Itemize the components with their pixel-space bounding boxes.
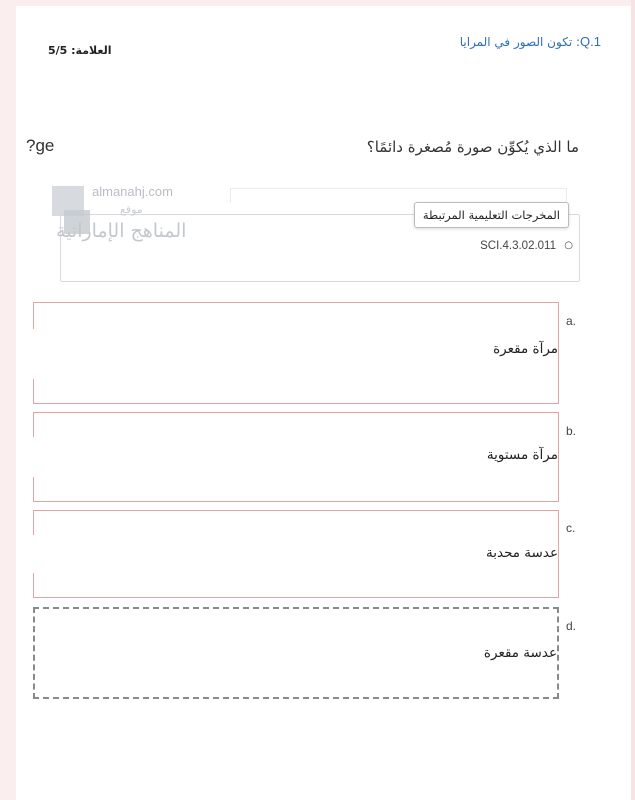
answer-option-text: مرآة مقعرة [493,341,558,357]
option-gap [33,535,36,573]
answer-option-b[interactable] [33,412,559,502]
outcomes-tab[interactable]: المخرجات التعليمية المرتبطة [414,202,569,228]
outcomes-header-line [230,188,567,203]
answer-option-letter: a. [566,314,577,328]
answer-option-c[interactable] [33,510,559,598]
answer-option-letter: b. [566,424,577,438]
option-gap [33,329,36,379]
page-right-edge [631,0,635,800]
page-top-edge [0,0,635,6]
answer-option-letter: c. [566,521,576,535]
question-title [460,34,601,49]
page-left-edge [0,0,16,800]
watermark [52,184,202,254]
question-text: ما الذي يُكوِّن صورة مُصغرة دائمًا؟ [366,138,579,156]
watermark-site: almanahj.com [92,184,173,199]
question-topic: : تكون الصور في المرايا [459,35,581,49]
answer-option-a[interactable] [33,302,559,404]
answer-option-d[interactable] [33,607,559,699]
watermark-line-2: المناهج الإماراتية [56,220,187,242]
answer-option-text: عدسة مقعرة [483,645,557,661]
question-text-english-fragment: ?ge [26,136,55,155]
answer-option-letter: d. [566,619,577,633]
watermark-line-1: موقع [120,203,143,216]
option-gap [33,437,36,477]
answer-option-text: عدسة محدبة [485,545,558,561]
outcome-bullet: ○ [564,240,573,251]
answer-option-text: مرآة مستوية [486,447,558,463]
outcome-code: SCI.4.3.02.011 [480,240,556,252]
question-number: Q.1 [580,34,601,49]
grade-label: العلامة: 5/5 [48,44,112,57]
